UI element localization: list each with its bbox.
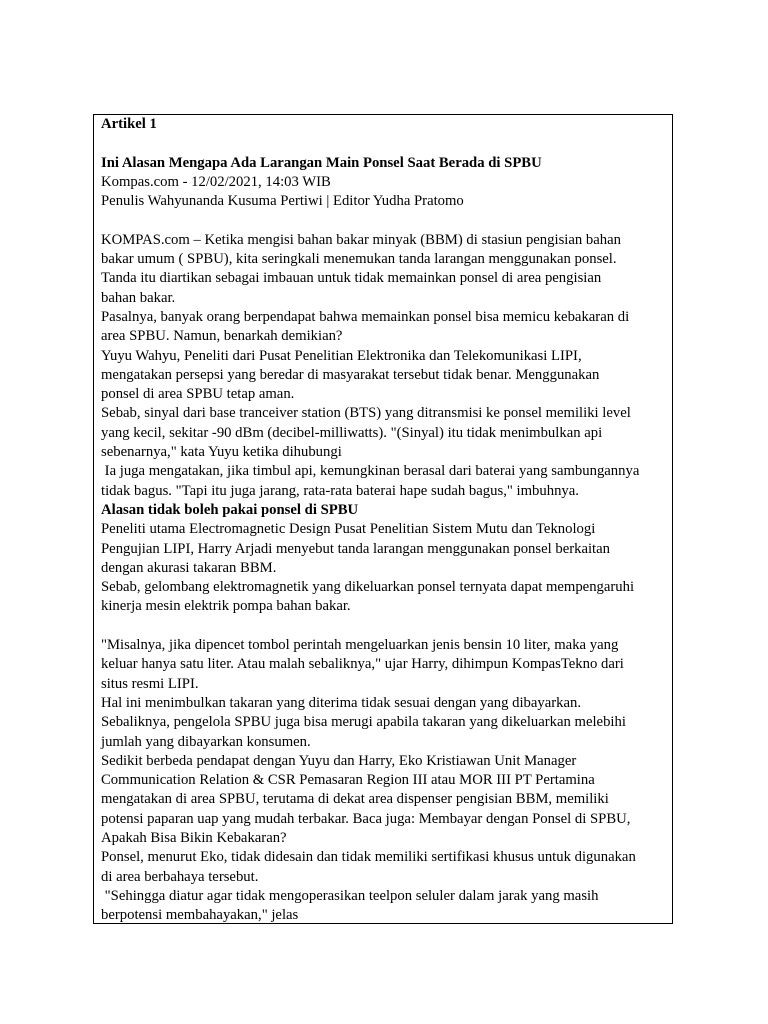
body-line: ponsel di area SPBU tetap aman. <box>101 386 295 403</box>
body-line: Sebab, sinyal dari base tranceiver station (BTS) yang ditransmisi ke ponsel memiliki level <box>101 405 631 422</box>
body-line: di area berbahaya tersebut. <box>101 868 259 885</box>
body-line: bahan bakar. <box>101 289 176 306</box>
body-line: KOMPAS.com – Ketika mengisi bahan bakar minyak (BBM) di stasiun pengisian bahan <box>101 231 621 248</box>
article-label: Artikel 1 <box>101 116 157 132</box>
body-line: sebenarnya," kata Yuyu ketika dihubungi <box>101 444 342 461</box>
body-line: Apakah Bisa Bikin Kebakaran? <box>101 829 287 846</box>
body-line: mengatakan di area SPBU, terutama di dekat area dispenser pengisian BBM, memiliki <box>101 791 609 808</box>
body-line: kinerja mesin elektrik pompa bahan bakar. <box>101 598 351 615</box>
body-line: "Sehingga diatur agar tidak mengoperasikan teelpon seluler dalam jarak yang masih <box>101 887 599 904</box>
body-line: Tanda itu diartikan sebagai imbauan untuk tidak memainkan ponsel di area pengisian <box>101 270 602 287</box>
body-line: Yuyu Wahyu, Peneliti dari Pusat Penelitian Elektronika dan Telekomunikasi LIPI, <box>101 347 582 364</box>
body-line: tidak bagus. "Tapi itu juga jarang, rata-rata baterai hape sudah bagus," imbuhnya. <box>101 482 579 499</box>
body-line: Communication Relation & CSR Pemasaran Region III atau MOR III PT Pertamina <box>101 772 595 789</box>
blank-line <box>101 211 666 230</box>
body-line: Peneliti utama Electromagnetic Design Pusat Penelitian Sistem Mutu dan Teknologi <box>101 521 596 538</box>
body-section-2 <box>101 520 666 616</box>
body-line: "Misalnya, jika dipencet tombol perintah mengeluarkan jenis bensin 10 liter, maka yang <box>101 637 619 654</box>
article-byline: Penulis Wahyunanda Kusuma Pertiwi | Editor Yudha Pratomo <box>101 193 464 210</box>
body-line: Ponsel, menurut Eko, tidak didesain dan tidak memiliki sertifikasi khusus untuk digunakan <box>101 849 636 866</box>
blank-line <box>101 617 666 636</box>
section-subheading: Alasan tidak boleh pakai ponsel di SPBU <box>101 501 359 518</box>
body-section-3 <box>101 636 666 925</box>
body-line: yang kecil, sekitar -90 dBm (decibel-milliwatts). "(Sinyal) itu tidak menimbulkan api <box>101 424 603 441</box>
body-line: potensi paparan uap yang mudah terbakar. Baca juga: Membayar dengan Ponsel di SPBU, <box>101 810 631 827</box>
body-line: dengan akurasi takaran BBM. <box>101 559 277 576</box>
body-line: berpotensi membahayakan," jelas <box>101 907 299 924</box>
body-line: Sedikit berbeda pendapat dengan Yuyu dan Harry, Eko Kristiawan Unit Manager <box>101 752 577 769</box>
body-line: Ia juga mengatakan, jika timbul api, kemungkinan berasal dari baterai yang sambungannya <box>101 463 640 480</box>
article-title: Ini Alasan Mengapa Ada Larangan Main Ponsel Saat Berada di SPBU <box>101 154 542 171</box>
body-line: Sebaliknya, pengelola SPBU juga bisa merugi apabila takaran yang dikeluarkan melebihi <box>101 714 626 731</box>
body-line: keluar hanya satu liter. Atau malah sebaliknya," ujar Harry, dihimpun KompasTekno dari <box>101 656 624 673</box>
article-box <box>93 114 673 924</box>
body-line: Sebab, gelombang elektromagnetik yang dikeluarkan ponsel ternyata dapat mempengaruhi <box>101 579 635 596</box>
body-section-1 <box>101 231 666 501</box>
body-line: Hal ini menimbulkan takaran yang diterima tidak sesuai dengan yang dibayarkan. <box>101 694 582 711</box>
blank-line <box>101 134 666 153</box>
body-line: area SPBU. Namun, benarkah demikian? <box>101 328 343 345</box>
article-source: Kompas.com - 12/02/2021, 14:03 WIB <box>101 173 331 190</box>
body-line: jumlah yang dibayarkan konsumen. <box>101 733 311 750</box>
body-line: bakar umum ( SPBU), kita seringkali menemukan tanda larangan menggunakan ponsel. <box>101 251 617 268</box>
body-line: mengatakan persepsi yang beredar di masyarakat tersebut tidak benar. Menggunakan <box>101 366 600 383</box>
body-line: Pengujian LIPI, Harry Arjadi menyebut tanda larangan menggunakan ponsel berkaitan <box>101 540 611 557</box>
body-line: Pasalnya, banyak orang berpendapat bahwa memainkan ponsel bisa memicu kebakaran di <box>101 308 630 325</box>
body-line: situs resmi LIPI. <box>101 675 199 692</box>
